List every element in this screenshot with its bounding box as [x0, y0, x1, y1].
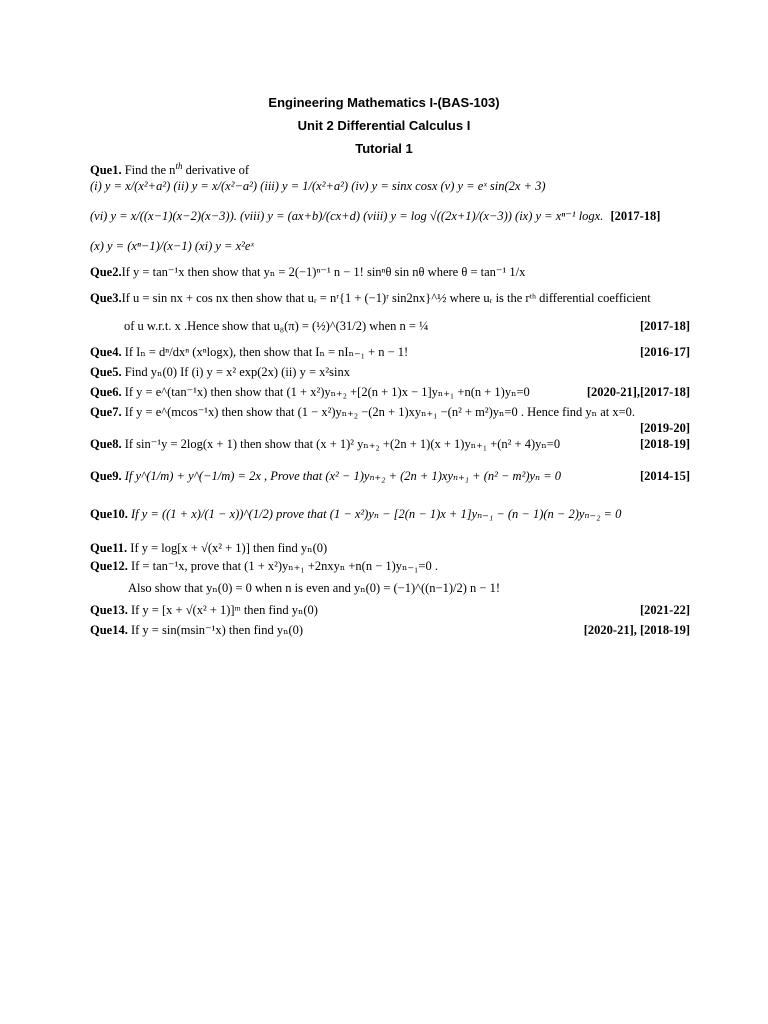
superscript: th	[175, 161, 183, 171]
question-label: Que12.	[90, 559, 128, 573]
question-label: Que2.	[90, 265, 122, 279]
question-text: If sin⁻¹y = 2log(x + 1) then show that (x + 1)² yₙ₊₂ +(2n + 1)(x + 1)yₙ₊₁ +(n² + 4)yₙ=0	[124, 437, 561, 451]
question-label: Que4.	[90, 345, 122, 359]
question-label: Que5.	[90, 365, 122, 379]
document-title: Engineering Mathematics I-(BAS-103)	[268, 95, 500, 110]
question-label: Que11.	[90, 541, 128, 555]
question-3-line-2-text: of u w.r.t. x .Hence show that u₈(π) = (½)^(31/2) when n = ¼	[124, 319, 429, 333]
question-label: Que10.	[90, 507, 128, 521]
question-text: If y = sin(msin⁻¹x) then find yₙ(0)	[130, 623, 304, 637]
question-1	[90, 158, 690, 178]
unit-heading: Unit 2 Differential Calculus I	[297, 118, 471, 133]
question-label: Que3.	[90, 291, 122, 305]
question-1-line-3: (x) y = (xⁿ−1)/(x−1) (xi) y = x²eˣ	[90, 239, 254, 253]
question-13	[90, 602, 690, 618]
question-text: If Iₙ = dⁿ/dxⁿ (xⁿlogx), then show that Iₙ = nIₙ₋₁ + n − 1!	[124, 345, 409, 359]
question-3-line-2	[124, 318, 690, 334]
question-8	[90, 436, 690, 452]
question-9	[90, 468, 690, 484]
question-text: If y = [x + √(x² + 1)]ᵐ then find yₙ(0)	[130, 603, 318, 617]
question-2	[90, 264, 690, 280]
question-3	[90, 290, 690, 306]
question-text: If y^(1/m) + y^(−1/m) = 2x , Prove that (x² − 1)yₙ₊₂ + (2n + 1)xyₙ₊₁ + (n² − m²)yₙ = 0	[124, 469, 562, 483]
question-text: If y = tan⁻¹x then show that yₙ = 2(−1)ⁿ⁻¹ n − 1! sinⁿθ sin nθ where θ = tan⁻¹ 1/x	[121, 265, 526, 279]
question-text: If u = sin nx + cos nx then show that uᵣ = nʳ{1 + (−1)ʳ sin2nx}^½ where uᵣ is the rᵗʰ differential coefficient	[121, 291, 651, 305]
question-label: Que1.	[90, 163, 122, 178]
question-11	[90, 540, 690, 556]
year-tag: [2018-19]	[640, 437, 690, 451]
question-text: If y = e^(mcos⁻¹x) then show that (1 − x²)yₙ₊₂ −(2n + 1)xyₙ₊₁ −(n² + m²)yₙ=0 . Hence find yₙ at x=0.	[124, 405, 636, 419]
question-text: Find yₙ(0) If (i) y = x² exp(2x) (ii) y = x²sinx	[124, 365, 350, 379]
year-tag: [2017-18]	[640, 319, 690, 333]
question-label: Que13.	[90, 603, 128, 617]
question-text-cont: derivative of	[185, 163, 250, 178]
tutorial-heading: Tutorial 1	[355, 141, 413, 156]
question-label: Que6.	[90, 385, 122, 399]
year-tag: [2016-17]	[640, 345, 690, 359]
question-text: If = tan⁻¹x, prove that (1 + x²)yₙ₊₁ +2nxyₙ +n(n − 1)yₙ₋₁=0 .	[130, 559, 438, 573]
question-12-line-2: Also show that yₙ(0) = 0 when n is even and yₙ(0) = (−1)^((n−1)/2) n − 1!	[128, 581, 500, 595]
year-tag: [2019-20]	[640, 421, 690, 435]
question-text: If y = e^(tan⁻¹x) then show that (1 + x²)yₙ₊₂ +[2(n + 1)x − 1]yₙ₊₁ +n(n + 1)yₙ=0	[124, 385, 530, 399]
year-tag: [2017-18]	[610, 209, 661, 223]
question-1-line-1: (i) y = x/(x²+a²) (ii) y = x/(x²−a²) (iii) y = 1/(x²+a²) (iv) y = sinx cosx (v) y = eˣ sin(2x + 3)	[90, 179, 546, 193]
question-text: Find the n	[124, 163, 176, 178]
question-7	[90, 404, 690, 420]
question-14	[90, 622, 690, 638]
year-tag: [2014-15]	[640, 469, 690, 483]
year-tag: [2021-22]	[640, 603, 690, 617]
question-1-line-2-text: (vi) y = x/((x−1)(x−2)(x−3)). (viii) y = (ax+b)/(cx+d) (viii) y = log √((2x+1)/(x−3)) (ix) y = xⁿ⁻¹ logx.	[90, 209, 604, 223]
question-text: If y = log[x + √(x² + 1)] then find yₙ(0)	[130, 541, 328, 555]
question-label: Que8.	[90, 437, 122, 451]
year-tag: [2020-21],[2017-18]	[586, 385, 690, 399]
question-label: Que9.	[90, 469, 122, 483]
year-tag: [2020-21], [2018-19]	[583, 623, 690, 637]
question-6	[90, 384, 690, 400]
question-text: If y = ((1 + x)/(1 − x))^(1/2) prove that (1 − x²)yₙ − [2(n − 1)x + 1]yₙ₋₁ − (n − 1)(n − 2)yₙ₋₂ = 0	[130, 507, 622, 521]
question-label: Que7.	[90, 405, 122, 419]
question-4	[90, 344, 690, 360]
question-10	[90, 506, 690, 522]
question-12	[90, 558, 690, 574]
question-5	[90, 364, 690, 380]
question-1-line-2	[90, 208, 690, 224]
question-label: Que14.	[90, 623, 128, 637]
